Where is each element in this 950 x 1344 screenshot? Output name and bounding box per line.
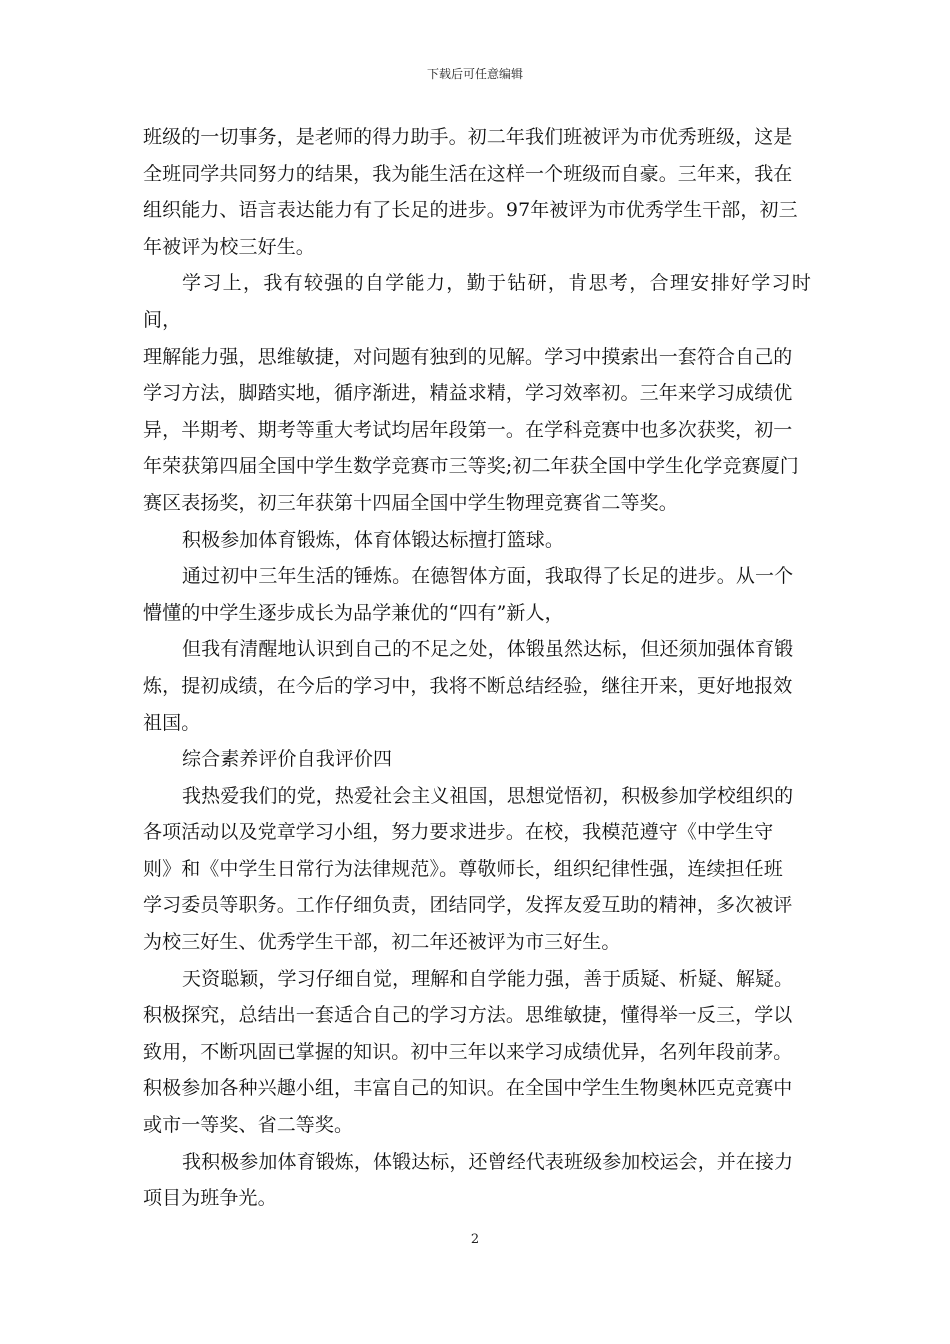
paragraph [143,119,811,265]
text-line: 综合素养评价自我评价四 [182,748,393,771]
text-line: 全班同学共同努力的结果，我为能生活在这样一个班级而自豪。三年来，我在 [143,162,793,185]
text-line: 通过初中三年生活的锤炼。在德智体方面，我取得了长足的进步。从一个 [182,565,794,588]
text-line: 组织能力、语言表达能力有了长足的进步。97年被评为市优秀学生干部，初三 [143,199,798,222]
text-line: 异，半期考、期考等重大考试均居年段第一。在学科竞赛中也多次获奖，初一 [143,418,793,441]
paragraph [143,778,811,961]
document-body [143,119,811,1217]
paragraph [143,741,811,778]
text-line: 则》和《中学生日常行为法律规范》。尊敬师长，组织纪律性强，连续担任班 [143,857,783,880]
text-line: 懵懂的中学生逐步成长为品学兼优的“四有”新人， [143,601,564,624]
paragraph [143,961,811,1144]
text-line: 但我有清醒地认识到自己的不足之处，体锻虽然达标，但还须加强体育锻 [182,638,794,661]
text-line: 学习方法，脚踏实地，循序渐进，精益求精，学习效率初。三年来学习成绩优 [143,382,793,405]
text-line: 赛区表扬奖，初三年获第十四届全国中学生物理竞赛省二等奖。 [143,491,678,514]
text-line: 学习委员等职务。工作仔细负责，团结同学，发挥友爱互助的精神，多次被评 [143,894,793,917]
text-line: 或市一等奖、省二等奖。 [143,1114,354,1137]
paragraph [143,522,811,559]
page-number: 2 [470,1232,480,1247]
text-line: 积极参加各种兴趣小组，丰富自己的知识。在全国中学生生物奥林匹克竞赛中 [143,1077,793,1100]
text-line: 各项活动以及党章学习小组，努力要求进步。在校，我模范遵守《中学生守 [143,821,774,844]
text-line: 我积极参加体育锻炼，体锻达标，还曾经代表班级参加校运会，并在接力 [182,1150,794,1173]
paragraph [143,631,811,741]
page-header: 下载后可任意编辑 [426,67,523,81]
text-line: 我热爱我们的党，热爱社会主义祖国，思想觉悟初，积极参加学校组织的 [182,784,794,807]
paragraph [143,558,811,631]
paragraph [143,265,811,521]
text-line: 天资聪颖，学习仔细自觉，理解和自学能力强，善于质疑、析疑、解疑。 [182,967,794,990]
text-line: 年被评为校三好生。 [143,235,315,258]
text-line: 炼，提初成绩，在今后的学习中，我将不断总结经验，继往开来，更好地报效 [143,674,793,697]
text-line: 祖国。 [143,711,201,734]
text-line: 班级的一切事务，是老师的得力助手。初二年我们班被评为市优秀班级，这是 [143,126,793,148]
text-line: 积极参加体育锻炼，体育体锻达标擅打篮球。 [182,528,565,551]
text-line: 项目为班争光。 [143,1187,277,1210]
text-line: 学习上，我有较强的自学能力，勤于钻研，肯思考，合理安排好学习时间， [143,272,811,331]
text-line: 为校三好生、优秀学生干部，初二年还被评为市三好生。 [143,931,621,954]
text-line: 致用，不断巩固已掌握的知识。初中三年以来学习成绩优异，名列年段前茅。 [143,1040,793,1063]
text-line: 积极探究，总结出一套适合自己的学习方法。思维敏捷，懂得举一反三，学以 [143,1004,793,1027]
paragraph [143,1144,811,1217]
text-line: 理解能力强，思维敏捷，对问题有独到的见解。学习中摸索出一套符合自己的 [143,345,793,368]
text-line: 年荣获第四届全国中学生数学竞赛市三等奖;初二年获全国中学生化学竞赛厦门 [143,455,799,478]
